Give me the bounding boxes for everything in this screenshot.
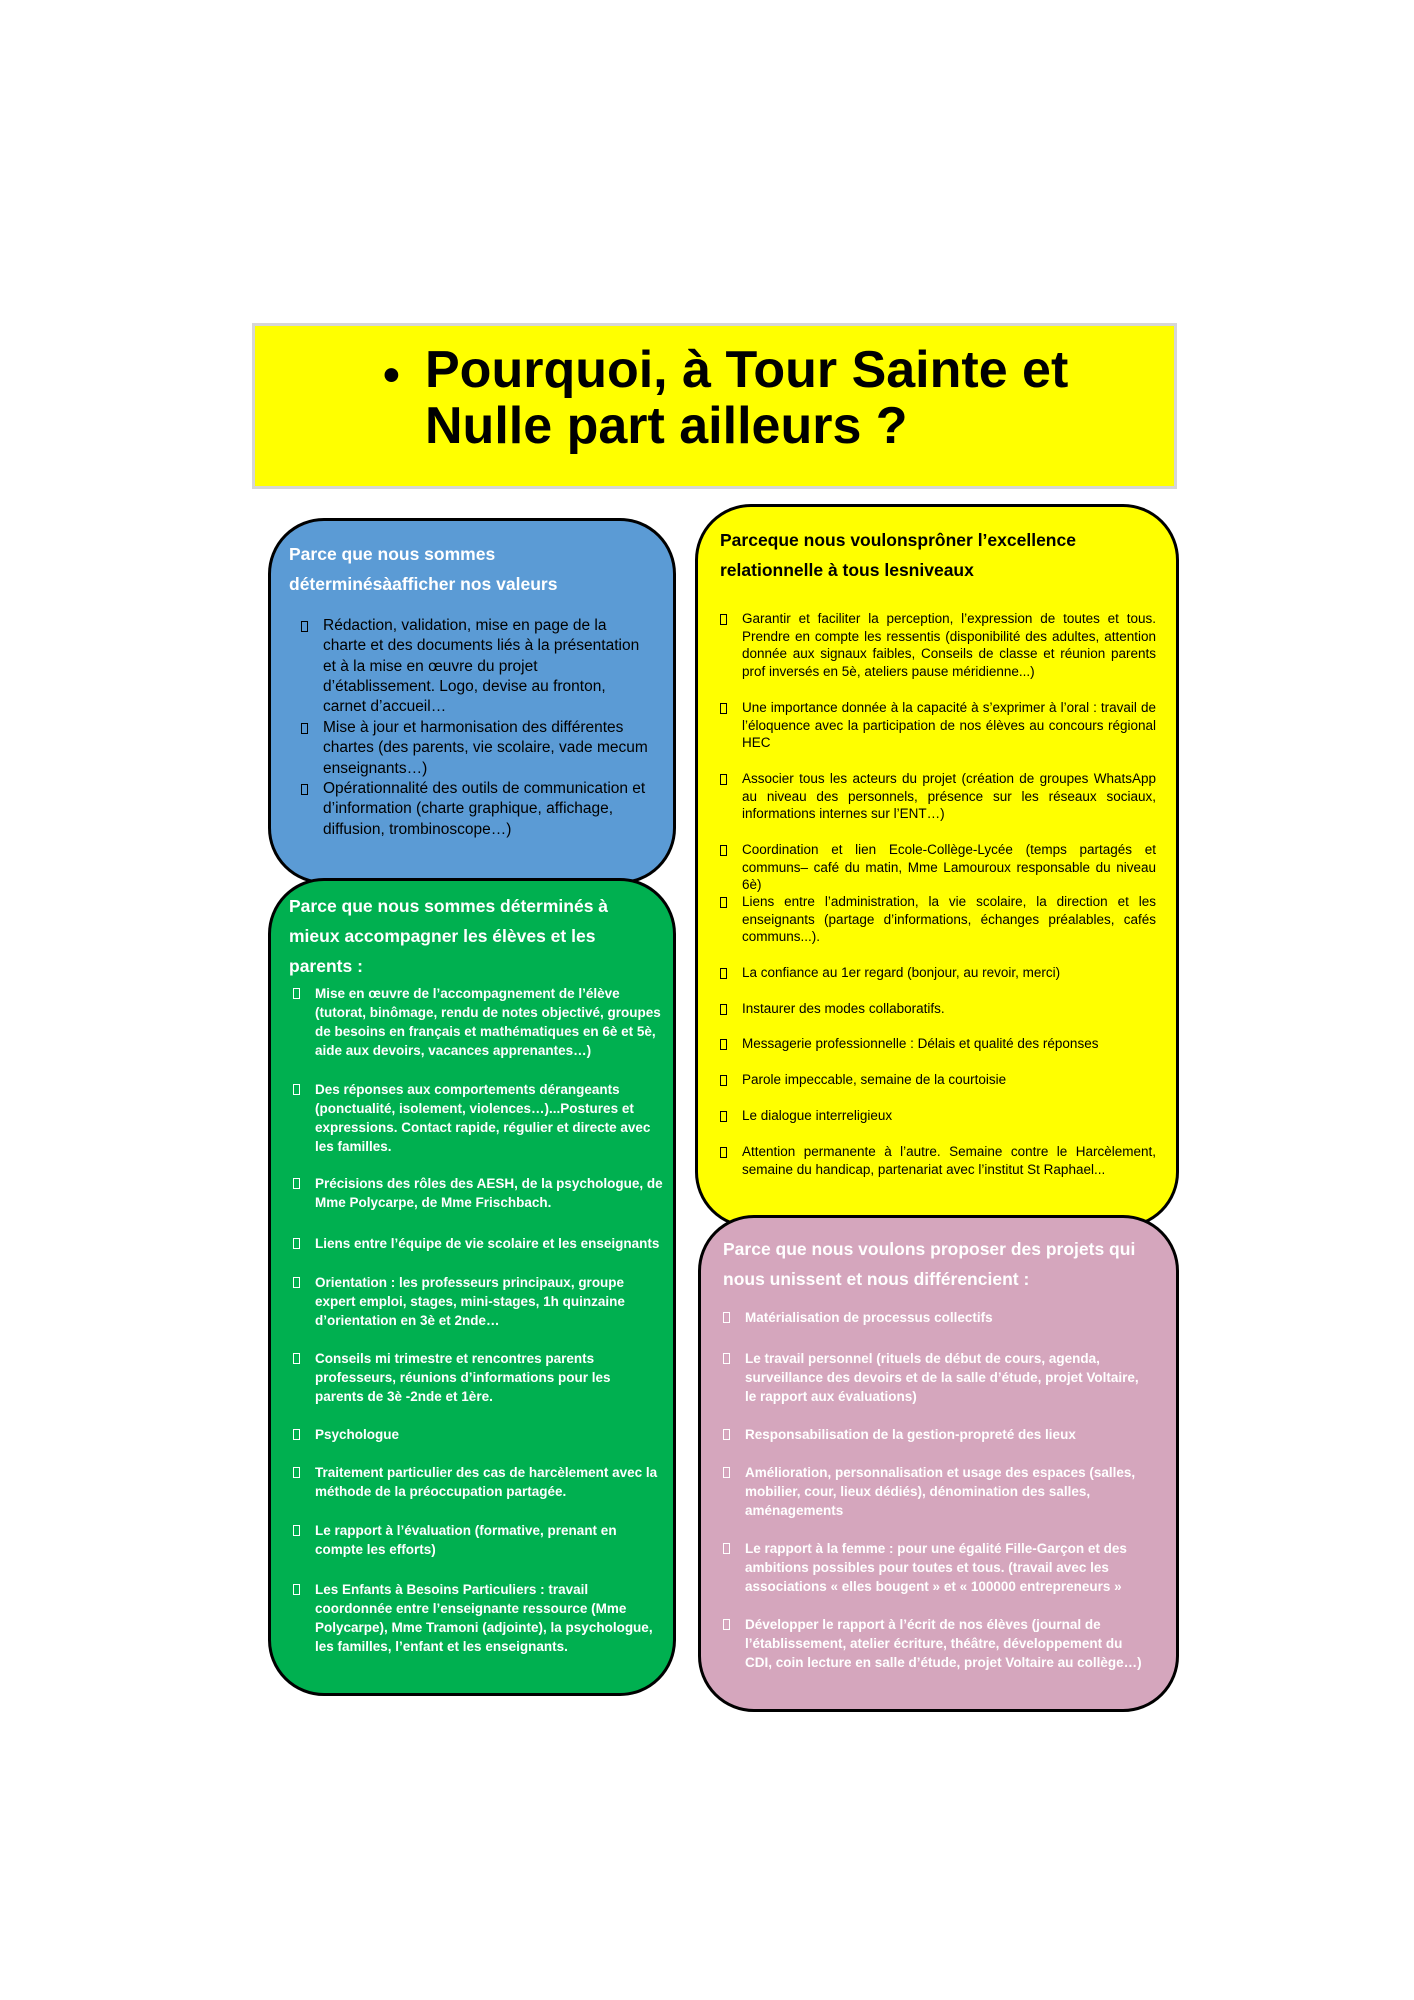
bullet-box-icon xyxy=(293,1277,300,1288)
bullet-box-icon xyxy=(293,1178,300,1189)
bullet-box-icon xyxy=(301,621,308,632)
list-item: Le rapport à la femme : pour une égalité Fille-Garçon et des ambitions possibles pour toutes et tous. (travail avec les associations « elles bougent » et « 100000 entrepreneurs » xyxy=(723,1539,1153,1596)
title-banner xyxy=(252,323,1177,489)
bullet-box-icon xyxy=(293,1525,300,1536)
list-item: Messagerie professionnelle : Délais et qualité des réponses xyxy=(720,1035,1156,1053)
bullet-box-icon xyxy=(720,1075,727,1086)
list-item: Psychologue xyxy=(293,1425,663,1444)
list-item: Précisions des rôles des AESH, de la psychologue, de Mme Polycarpe, de Mme Frischbach. xyxy=(293,1174,663,1212)
list-item: Matérialisation de processus collectifs xyxy=(723,1308,1153,1327)
bullet-box-icon xyxy=(720,845,727,856)
bullet-box-icon xyxy=(720,1111,727,1122)
list-item: Le travail personnel (rituels de début de cours, agenda, surveillance des devoirs et de la salle d’étude, projet Voltaire, le rapport aux évaluations) xyxy=(723,1349,1153,1406)
list-item: Les Enfants à Besoins Particuliers : travail coordonnée entre l’enseignante ressource (Mme Polycarpe), Mme Tramoni (adjointe), la psychologue, les familles, l’enfant et les enseignants. xyxy=(293,1580,663,1656)
bullet-box-icon xyxy=(293,1584,300,1595)
support-panel-title: Parce que nous sommes déterminés à mieux accompagner les élèves et les parents : xyxy=(289,896,609,976)
bullet-box-icon xyxy=(723,1429,730,1440)
list-item: Conseils mi trimestre et rencontres parents professeurs, réunions d’informations pour les parents de 3è -2nde et 1ère. xyxy=(293,1349,663,1406)
list-item: Mise en œuvre de l’accompagnement de l’élève (tutorat, binômage, rendu de notes objectivé, groupes de besoins en français et mathématiques en 6è et 5è, aide aux devoirs, vacances apprenantes…) xyxy=(293,984,663,1060)
list-item: Amélioration, personnalisation et usage des espaces (salles, mobilier, cour, lieux dédiés), dénomination des salles, aménagements xyxy=(723,1463,1153,1520)
bullet-box-icon xyxy=(723,1467,730,1478)
list-item: Traitement particulier des cas de harcèlement avec la méthode de la préoccupation partagée. xyxy=(293,1463,663,1501)
title-bullet: • xyxy=(383,349,400,402)
list-item: Garantir et faciliter la perception, l’expression de toutes et tous. Prendre en compte les ressentis (disponibilité des adultes, attention donnée aux signaux faibles, Conseils de classe et réunion parents prof inversés en 5è, ateliers pause méridienne...) xyxy=(720,610,1156,680)
list-item: Développer le rapport à l’écrit de nos élèves (journal de l’établissement, atelier écriture, théâtre, développement du CDI, coin lecture en salle d’étude, projet Voltaire au collège…) xyxy=(723,1615,1153,1672)
list-item: Attention permanente à l’autre. Semaine contre le Harcèlement, semaine du handicap, partenariat avec l’institut St Raphael... xyxy=(720,1143,1156,1178)
list-item: Instaurer des modes collaboratifs. xyxy=(720,1000,1156,1018)
list-item: Associer tous les acteurs du projet (création de groupes WhatsApp au niveau des personnels, présence sur les réseaux sociaux, informations internes sur l’ENT…) xyxy=(720,770,1156,823)
values-panel-title: Parce que nous sommes déterminésàafficher nos valeurs xyxy=(289,544,558,594)
bullet-box-icon xyxy=(720,614,727,625)
bullet-box-icon xyxy=(293,1353,300,1364)
relational-panel xyxy=(695,504,1179,1228)
bullet-box-icon xyxy=(720,703,727,714)
support-panel xyxy=(268,878,676,1696)
bullet-box-icon xyxy=(720,1004,727,1015)
bullet-box-icon xyxy=(720,897,727,908)
bullet-box-icon xyxy=(723,1619,730,1630)
list-item: Orientation : les professeurs principaux, groupe expert emploi, stages, mini-stages, 1h quinzaine d’orientation en 3è et 2nde… xyxy=(293,1273,663,1330)
bullet-box-icon xyxy=(293,1084,300,1095)
bullet-box-icon xyxy=(723,1543,730,1554)
list-item: Liens entre l’administration, la vie scolaire, la direction et les enseignants (partage d’informations, échanges préalables, cafés communs...). xyxy=(720,893,1156,946)
list-item: Parole impeccable, semaine de la courtoisie xyxy=(720,1071,1156,1089)
bullet-box-icon xyxy=(301,723,308,734)
bullet-box-icon xyxy=(720,1147,727,1158)
bullet-box-icon xyxy=(720,968,727,979)
list-item: Des réponses aux comportements dérangeants (ponctualité, isolement, violences…)...Postures et expressions. Contact rapide, régulier et directe avec les familles. xyxy=(293,1080,663,1156)
list-item: Liens entre l’équipe de vie scolaire et les enseignants xyxy=(293,1234,663,1253)
bullet-box-icon xyxy=(720,774,727,785)
values-panel xyxy=(268,518,676,884)
relational-panel-title: Parceque nous voulonsprôner l’excellence relationnelle à tous lesniveaux xyxy=(720,530,1076,580)
list-item: Mise à jour et harmonisation des différentes chartes (des parents, vie scolaire, vade mecum enseignants…) xyxy=(301,718,651,779)
page-title xyxy=(425,342,1145,454)
page-title-line-2: Nulle part ailleurs ? xyxy=(425,397,908,455)
list-item: Coordination et lien Ecole-Collège-Lycée (temps partagés et communs– café du matin, Mme Lamouroux responsable du niveau 6è) xyxy=(720,841,1156,894)
list-item: La confiance au 1er regard (bonjour, au revoir, merci) xyxy=(720,964,1156,982)
projects-panel xyxy=(698,1215,1179,1712)
bullet-box-icon xyxy=(293,988,300,999)
list-item: Opérationnalité des outils de communication et d’information (charte graphique, affichage, diffusion, trombinoscope…) xyxy=(301,779,651,840)
bullet-box-icon xyxy=(301,784,308,795)
bullet-box-icon xyxy=(293,1467,300,1478)
list-item: Le rapport à l’évaluation (formative, prenant en compte les efforts) xyxy=(293,1521,663,1559)
bullet-box-icon xyxy=(723,1312,730,1323)
list-item: Le dialogue interreligieux xyxy=(720,1107,1156,1125)
bullet-box-icon xyxy=(293,1238,300,1249)
bullet-box-icon xyxy=(293,1429,300,1440)
list-item: Rédaction, validation, mise en page de la charte et des documents liés à la présentation et à la mise en œuvre du projet d’établissement. Logo, devise au fronton, carnet d’accueil… xyxy=(301,616,651,717)
projects-panel-title: Parce que nous voulons proposer des projets qui nous unissent et nous différencient : xyxy=(723,1239,1136,1289)
bullet-box-icon xyxy=(720,1039,727,1050)
bullet-box-icon xyxy=(723,1353,730,1364)
list-item: Une importance donnée à la capacité à s’exprimer à l’oral : travail de l’éloquence avec la participation de nos élèves au concours régional HEC xyxy=(720,699,1156,752)
page-title-line-1: Pourquoi, à Tour Sainte et xyxy=(425,341,1069,399)
list-item: Responsabilisation de la gestion-propreté des lieux xyxy=(723,1425,1153,1444)
